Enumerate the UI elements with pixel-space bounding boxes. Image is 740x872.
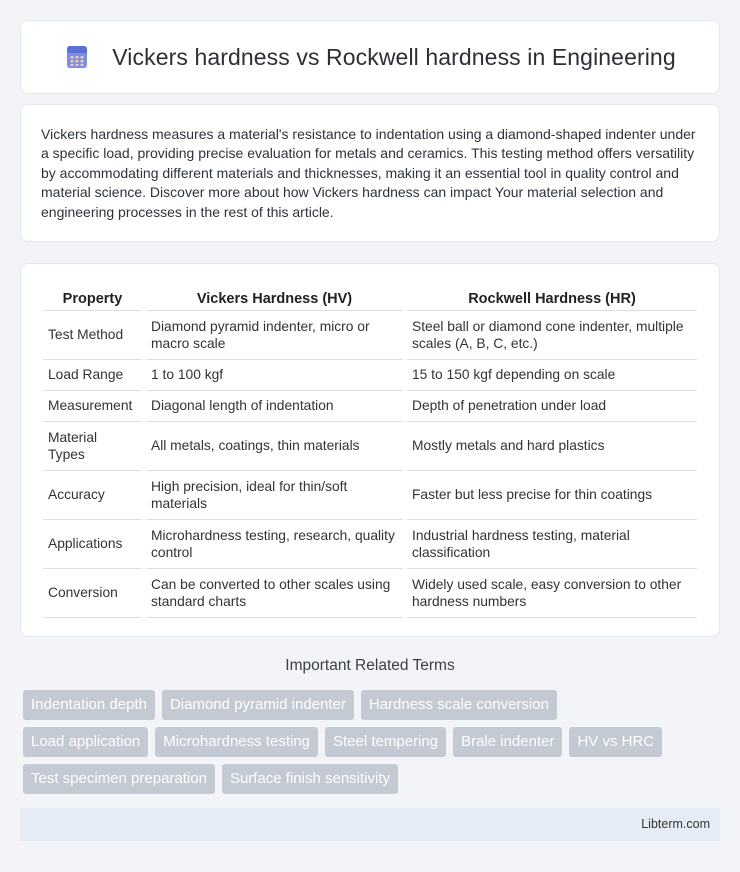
row-label: Load Range xyxy=(43,360,142,391)
vickers-cell: 1 to 100 kgf xyxy=(146,360,403,391)
term-chip[interactable]: Microhardness testing xyxy=(155,727,318,757)
intro-paragraph: Vickers hardness measures a material's resistance to indentation using a diamond-shaped indenter under a specific load, providing precise evaluation for metals and ceramics. This testing method offers versatility by accommodating different materials and thicknesses, making it an essential tool in quality control and material science. Discover more about how Vickers hardness can impact Your material selection and engineering processes in the rest of this article. xyxy=(41,126,696,220)
chip-row xyxy=(23,764,723,794)
row-label: Accuracy xyxy=(43,471,142,520)
vickers-cell: High precision, ideal for thin/soft materials xyxy=(146,471,403,520)
term-chip[interactable]: Surface finish sensitivity xyxy=(222,764,398,794)
rockwell-cell: Faster but less precise for thin coatings xyxy=(407,471,697,520)
comparison-table xyxy=(39,284,701,618)
calculator-icon xyxy=(64,44,90,70)
rockwell-cell: Steel ball or diamond cone indenter, multiple scales (A, B, C, etc.) xyxy=(407,311,697,360)
related-terms-heading: Important Related Terms xyxy=(285,657,455,674)
row-label: Conversion xyxy=(43,569,142,618)
title-card xyxy=(20,20,720,94)
intro-card xyxy=(20,104,720,242)
table-row xyxy=(43,569,697,618)
term-chip[interactable]: Diamond pyramid indenter xyxy=(162,690,354,720)
row-label: Applications xyxy=(43,520,142,569)
vickers-cell: Microhardness testing, research, quality control xyxy=(146,520,403,569)
rockwell-cell: Mostly metals and hard plastics xyxy=(407,422,697,471)
table-row xyxy=(43,391,697,422)
table-row xyxy=(43,422,697,471)
page-title: Vickers hardness vs Rockwell hardness in Engineering xyxy=(112,43,676,70)
comparison-table-card xyxy=(20,263,720,637)
vickers-cell: Diamond pyramid indenter, micro or macro scale xyxy=(146,311,403,360)
header-property: Property xyxy=(43,284,142,311)
rockwell-cell: Depth of penetration under load xyxy=(407,391,697,422)
table-row xyxy=(43,520,697,569)
table-header-row xyxy=(43,284,697,311)
table-row xyxy=(43,360,697,391)
rockwell-cell: 15 to 150 kgf depending on scale xyxy=(407,360,697,391)
vickers-cell: All metals, coatings, thin materials xyxy=(146,422,403,471)
header-rockwell: Rockwell Hardness (HR) xyxy=(407,284,697,311)
term-chip[interactable]: HV vs HRC xyxy=(569,727,662,757)
term-chip[interactable]: Steel tempering xyxy=(325,727,446,757)
vickers-cell: Diagonal length of indentation xyxy=(146,391,403,422)
footer xyxy=(20,808,720,841)
term-chip[interactable]: Brale indenter xyxy=(453,727,562,757)
chip-row xyxy=(23,727,723,757)
table-row xyxy=(43,311,697,360)
row-label: Test Method xyxy=(43,311,142,360)
table-row xyxy=(43,471,697,520)
term-chip[interactable]: Test specimen preparation xyxy=(23,764,215,794)
rockwell-cell: Industrial hardness testing, material classification xyxy=(407,520,697,569)
row-label: Material Types xyxy=(43,422,142,471)
chip-row xyxy=(23,690,723,720)
header-vickers: Vickers Hardness (HV) xyxy=(146,284,403,311)
term-chip[interactable]: Indentation depth xyxy=(23,690,155,720)
related-terms xyxy=(23,690,723,801)
rockwell-cell: Widely used scale, easy conversion to other hardness numbers xyxy=(407,569,697,618)
footer-site-link[interactable]: Libterm.com xyxy=(641,817,710,831)
term-chip[interactable]: Hardness scale conversion xyxy=(361,690,557,720)
term-chip[interactable]: Load application xyxy=(23,727,148,757)
vickers-cell: Can be converted to other scales using standard charts xyxy=(146,569,403,618)
row-label: Measurement xyxy=(43,391,142,422)
